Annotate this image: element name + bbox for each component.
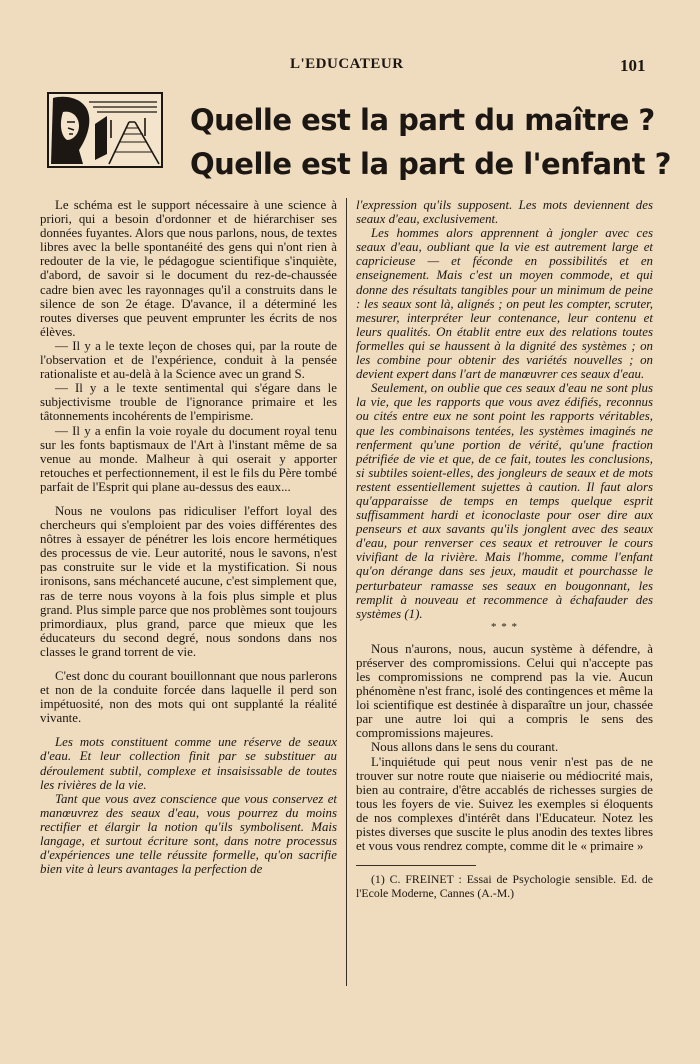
running-head	[0, 56, 700, 78]
left-paragraph-5: Nous ne voulons pas ridiculiser l'effort loyal des chercheurs qui s'emploient par des voies différentes des nôtres à essayer de pénétrer les lois encore hermétiques des processus de vie. Leur autorité, nous le savons, n'est pas construite sur le vide et la mystification. Si nous ironisons, sans méchanceté aucune, c'est simplement que, ras de terre nous voyons à la fois plus simple et plus grand. Plus simple parce que nos problèmes sont toujours primordiaux, plus grand, parce que mieux que les éducateurs du second degré, nous sondons dans nos classes le grand torrent de vie.	[40, 503, 337, 659]
right-paragraph-1: l'expression qu'ils supposent. Les mots deviennent des seaux d'eau, exclusivement.	[356, 198, 653, 227]
right-column	[356, 198, 653, 900]
left-paragraph-4: — Il y a enfin la voie royale du document royal tenu sur les fonts baptismaux de l'Art à l'instant même de sa venue au monde. Malheur à qui oserait y apporter retouches et perfectionnement, il est le fils du Père tombé parfait de l'Esprit qui plane au-dessus des eaux...	[40, 423, 337, 494]
section-separator: * * *	[491, 620, 518, 633]
right-paragraph-4: Nous n'aurons, nous, aucun système à défendre, à préserver des compromissions. Celui qui n'accepte pas les compromissions ne comprend pas la vie. Aucun phénomène n'est franc, isolé des contingences et même la loi scientifique est destinée à disparaître un jour, chassée par une autre loi qui a compris le sens des compromissions majeures.	[356, 641, 653, 741]
left-paragraph-6: C'est donc du courant bouillonnant que nous parlerons et non de la conduite forcée dans laquelle il perd son impétuosité, non des mots qui ont supplanté la réalité vivante.	[40, 669, 337, 726]
page-number: 101	[620, 56, 646, 75]
footnote: (1) C. FREINET : Essai de Psychologie sensible. Ed. de l'Ecole Moderne, Cannes (A.-M.)	[356, 872, 653, 901]
left-paragraph-1: Le schéma est le support nécessaire à une science à priori, qui a besoin d'ordonner et de hiérarchiser ses données fuyantes. Alors que nous parlons, nous, de textes libres avec la belle spontanéité des gens qui n'ont rien à redouter de la vie, le pédagogue scientifique s'inquiète, d'abord, de savoir si le document du rez-de-chaussée cadre bien avec les rayonnages qu'il a construits dans le silence de son 2e étage. D'avance, il a déterminé les routes diverses que peuvent emprunter les écrits de nos élèves.	[40, 198, 337, 339]
left-paragraph-3: — Il y a le texte sentimental qui s'égare dans le subjectivisme trouble de l'ignorance primaire et les tâtonnements incohérents de l'empirisme.	[40, 381, 337, 424]
right-paragraph-2: Les hommes alors apprennent à jongler avec ces seaux d'eau, oubliant que la vie est autrement large et capricieuse — et féconde en possibilités et en enseignement. Mais c'est un moyen commode, et qui donne des résultats tangibles pour un minimum de peine : les seaux sont là, alignés ; on peut les compter, scruter, mesurer, interpréter leur contenance, leur contenu et leurs qualités. On établit entre eux des relations toutes formelles qui se haussent à la dignité des systèmes ; on les combine pour obtenir des variétés nouvelles ; on devient expert dans l'art de manœuvrer ces seaux d'eau.	[356, 226, 653, 382]
column-divider	[346, 198, 347, 986]
journal-title: L'EDUCATEUR	[290, 56, 404, 72]
right-paragraph-3: Seulement, on oublie que ces seaux d'eau ne sont plus la vie, que les rapports que vous avez édifiés, reconnus ou cités entre eux ne sont point les rapports véritables, que les combinaisons tentées, les systèmes imaginés ne renferment qu'une portion de vérité, qu'une fraction pétrifiée de vie et que, de ce fait, toutes les conclusions, si subtiles soient-elles, des jongleurs de seaux et de mots restent essentiellement sujettes à caution. Il faut alors qu'apparaisse de temps en temps quelque esprit suffisamment hardi et iconoclaste pour oser dire aux penseurs et aux savants qu'ils jonglent avec des seaux d'eau, pour renverser ces seaux et retrouver le cours vivifiant de la rivière. Mais l'homme, comme l'enfant qu'on dérange dans ses jeux, maudit et pourchasse le perturbateur ramasse ses seaux en bougonnant, les remplit à nouveau et recommence à échafauder des systèmes (1).	[356, 381, 653, 621]
headline-line-1: Quelle est la part du maître ?	[190, 103, 655, 137]
right-paragraph-5: Nous allons dans le sens du courant.	[371, 740, 559, 755]
headline-line-2: Quelle est la part de l'enfant ?	[190, 147, 671, 181]
article-headline	[190, 98, 671, 186]
right-paragraph-6: L'inquiétude qui peut nous venir n'est pas de ne trouver sur notre route que niaiserie ou médiocrité mais, bien au contraire, d'être accablés de richesses surgies de tous les foyers de vie. Suivez les exemples si éloquents de nos complexes d'intérêt dans l'Educateur. Notez les pistes diverses que suscite le plus anodin des textes libres et vous vous rendrez compte, comme dit le « primaire »	[356, 754, 653, 854]
footnote-rule	[356, 865, 476, 866]
left-column	[40, 198, 337, 876]
engraving-figure-with-road-icon	[47, 92, 163, 168]
left-paragraph-8: Tant que vous avez conscience que vous conservez et manœuvrez des seaux d'eau, vous pourrez du moins rectifier et élargir la notion qu'ils symbolisent. Mais langage, et surtout écriture sont, dans notre processus d'expériences une telle réussite formelle, qu'on sacrifie bien vite à leurs avantages la perfection de	[40, 791, 337, 877]
left-paragraph-7: Les mots constituent comme une réserve de seaux d'eau. Et leur collection finit par se substituer au déroulement subtil, complexe et insaisissable de toutes les rivières de la vie.	[40, 735, 337, 792]
left-paragraph-2: — Il y a le texte leçon de choses qui, par la route de l'observation et de l'expérience, conduit à la pensée rationaliste et au-delà à la Science avec un grand S.	[40, 338, 337, 382]
